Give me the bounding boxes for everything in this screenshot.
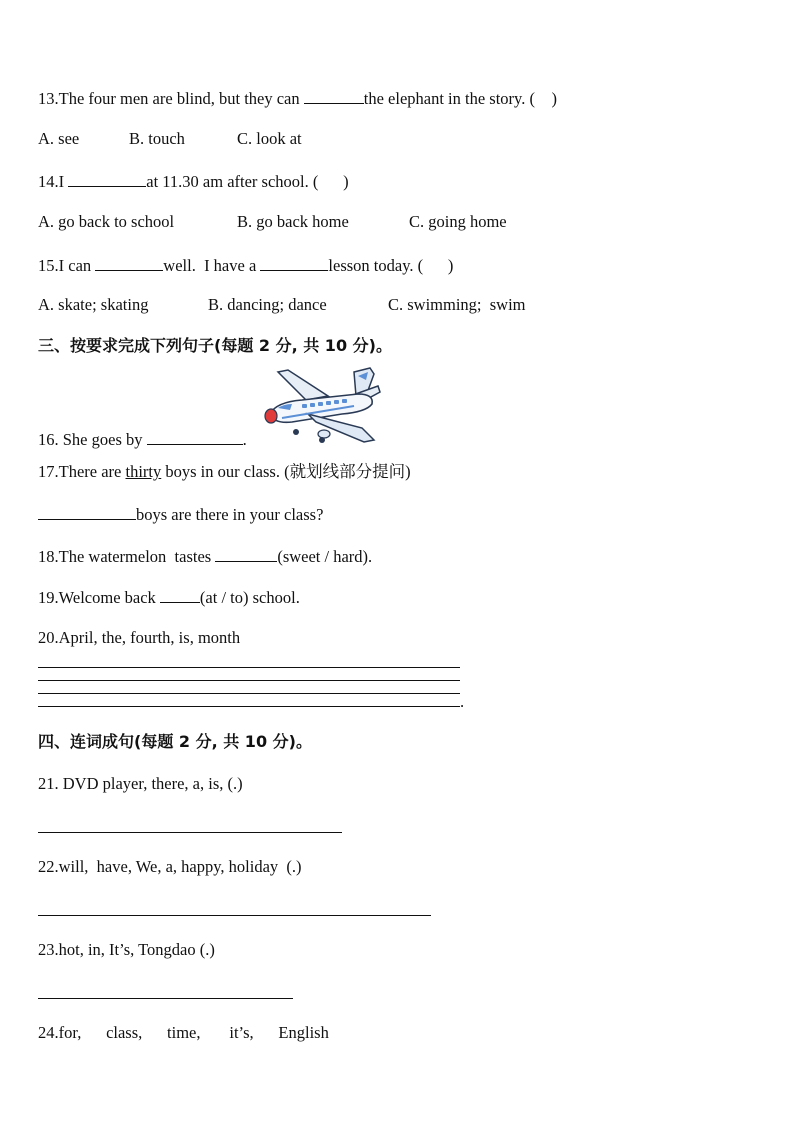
section-4-heading: 四、连词成句(每题 2 分, 共 10 分)。 bbox=[38, 732, 312, 751]
option-a[interactable]: A. see bbox=[38, 129, 80, 148]
answer-line[interactable] bbox=[38, 706, 460, 707]
question-16: 16. She goes by . bbox=[38, 430, 247, 449]
option-b[interactable]: B. dancing; dance bbox=[208, 295, 327, 314]
answer-blank[interactable] bbox=[68, 170, 146, 187]
answer-line[interactable] bbox=[38, 693, 460, 694]
answer-blank[interactable] bbox=[95, 254, 163, 271]
question-13: 13.The four men are blind, but they can the elephant in the story. ( ) bbox=[38, 89, 557, 108]
answer-line[interactable] bbox=[38, 680, 460, 681]
option-b[interactable]: B. go back home bbox=[237, 212, 349, 231]
section-3-heading: 三、按要求完成下列句子(每题 2 分, 共 10 分)。 bbox=[38, 336, 392, 355]
answer-blank[interactable] bbox=[160, 586, 200, 603]
answer-line[interactable] bbox=[38, 832, 342, 833]
option-b[interactable]: B. touch bbox=[129, 129, 185, 148]
question-17-answer: boys are there in your class? bbox=[38, 503, 323, 525]
question-22: 22.will, have, We, a, happy, holiday (.) bbox=[38, 857, 302, 876]
question-18: 18.The watermelon tastes (sweet / hard). bbox=[38, 547, 373, 566]
answer-blank[interactable] bbox=[260, 254, 328, 271]
question-24: 24.for, class, time, it’s, English bbox=[38, 1023, 329, 1042]
answer-line[interactable] bbox=[38, 915, 431, 916]
question-21: 21. DVD player, there, a, is, (.) bbox=[38, 774, 243, 793]
answer-blank[interactable] bbox=[304, 87, 364, 104]
question-19: 19.Welcome back (at / to) school. bbox=[38, 588, 300, 607]
question-20: 20.April, the, fourth, is, month bbox=[38, 628, 241, 647]
question-17: 17.There are thirty boys in our class. (就划线部分提问) bbox=[38, 462, 411, 481]
answer-blank[interactable] bbox=[38, 503, 136, 520]
option-c[interactable]: C. look at bbox=[237, 129, 302, 148]
question-15: 15.I can well. I have a lesson today. ( ) bbox=[38, 256, 454, 275]
option-c[interactable]: C. swimming; swim bbox=[388, 295, 526, 314]
question-23: 23.hot, in, It’s, Tongdao (.) bbox=[38, 940, 215, 959]
option-a[interactable]: A. go back to school bbox=[38, 212, 175, 231]
airplane-icon bbox=[262, 366, 382, 446]
question-14: 14.I at 11.30 am after school. ( ) bbox=[38, 172, 349, 191]
answer-blank[interactable] bbox=[215, 545, 277, 562]
option-c[interactable]: C. going home bbox=[409, 212, 507, 231]
option-a[interactable]: A. skate; skating bbox=[38, 295, 149, 314]
answer-period: . bbox=[460, 692, 465, 711]
answer-line[interactable] bbox=[38, 998, 293, 999]
answer-line[interactable] bbox=[38, 667, 460, 668]
answer-blank[interactable] bbox=[147, 428, 243, 445]
